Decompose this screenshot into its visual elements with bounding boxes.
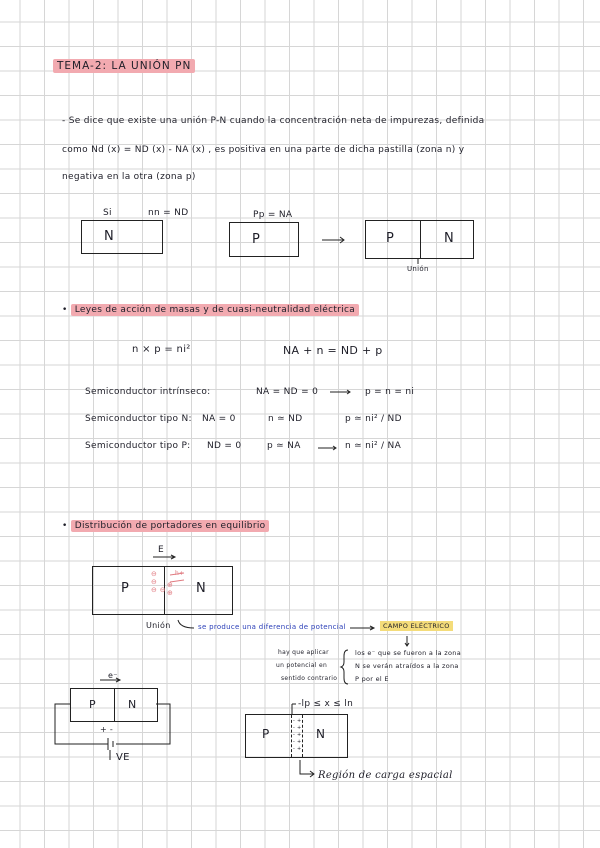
note-left-2: un potencial en (276, 662, 328, 669)
junction-label: Unión (407, 265, 429, 273)
circuit-p: P (89, 698, 96, 711)
p-block-label: P (252, 232, 261, 247)
potential-effect: se produce una diferencia de potencial (198, 623, 346, 631)
note-left-3: sentido contrario (281, 675, 338, 682)
junction-n-label: N (444, 231, 455, 246)
label-pp: Pp = NA (253, 210, 293, 220)
section2-heading: • Leyes de acción de masas y de cuasi-neutralidad eléctrica (62, 305, 359, 315)
minus-charges: ⊖ ⊖ ⊖ ⊖ (151, 570, 166, 594)
section2-heading-text: Leyes de acción de masas y de cuasi-neutralidad eléctrica (71, 304, 359, 316)
title-text: TEMA-2: LA UNIÓN PN (53, 59, 195, 73)
circuit-right-wire (116, 704, 170, 744)
equilibrium-n-label: N (196, 581, 207, 596)
region-p: P (262, 727, 270, 741)
junction-p-label: P (386, 231, 395, 246)
brace (341, 650, 348, 684)
row1-cond: NA = ND = 0 (256, 387, 319, 397)
row3-cond: ND = 0 (207, 441, 242, 451)
section3-heading-text: Distribución de portadores en equilibrio (71, 520, 270, 532)
mass-action-eq: n × p = ni² (132, 344, 191, 355)
intro-line-3: negativa en la otra (zona p) (62, 172, 196, 182)
circuit-left-wire (55, 704, 108, 744)
label-si: Si (103, 208, 112, 218)
n-block-label: N (104, 229, 115, 244)
row1-label: Semiconductor intrínseco: (85, 387, 211, 397)
row3-label: Semiconductor tipo P: (85, 441, 191, 451)
row2-cond: NA = 0 (202, 414, 236, 424)
field-label-e: E (158, 545, 164, 555)
row1-result: p = n = ni (365, 387, 415, 397)
region-range: -lp ≤ x ≤ ln (298, 699, 354, 709)
union-arrow (178, 620, 194, 628)
depletion-charges: - + - + - + - + - + (293, 718, 302, 752)
region-n: N (316, 727, 326, 741)
section3-heading: • Distribución de portadores en equilibrio (62, 521, 269, 531)
region-label: Región de carga espacial (318, 770, 453, 781)
note-right-3: P por el E (355, 675, 389, 683)
intro-line-1: - Se dice que existe una unión P-N cuando la concentración neta de impurezas, definida (62, 116, 485, 126)
circuit-electron: e⁻ (108, 671, 118, 680)
neutrality-eq: NA + n = ND + p (283, 344, 383, 357)
row2-approx: n ≃ ND (268, 414, 303, 424)
union-label: Unión (146, 621, 171, 630)
note-left-1: hay que aplicar (278, 649, 329, 656)
row3-result: n ≃ ni² / NA (345, 441, 402, 451)
row2-result: p ≃ ni² / ND (345, 414, 402, 424)
circuit-ve: VE (116, 752, 130, 763)
plus-charges: ⊕ ⊕ (167, 581, 174, 597)
intro-line-2: como Nd (x) = ND (x) - NA (x) , es positiva en una parte de dicha pastilla (zona n) y (62, 145, 465, 155)
row3-approx: p ≃ NA (267, 441, 301, 451)
circuit-n: N (128, 698, 137, 711)
hole-label: h+ (175, 570, 185, 577)
electric-field-result-text: CAMPO ELÉCTRICO (380, 621, 453, 631)
row2-label: Semiconductor tipo N: (85, 414, 192, 424)
note-right-1: los e⁻ que se fueron a la zona (355, 649, 461, 657)
label-nn: nn = ND (148, 208, 189, 218)
equilibrium-p-label: P (121, 581, 130, 596)
battery-signs: + - (100, 725, 114, 734)
note-right-2: N se verán atraídos a la zona (355, 662, 459, 670)
